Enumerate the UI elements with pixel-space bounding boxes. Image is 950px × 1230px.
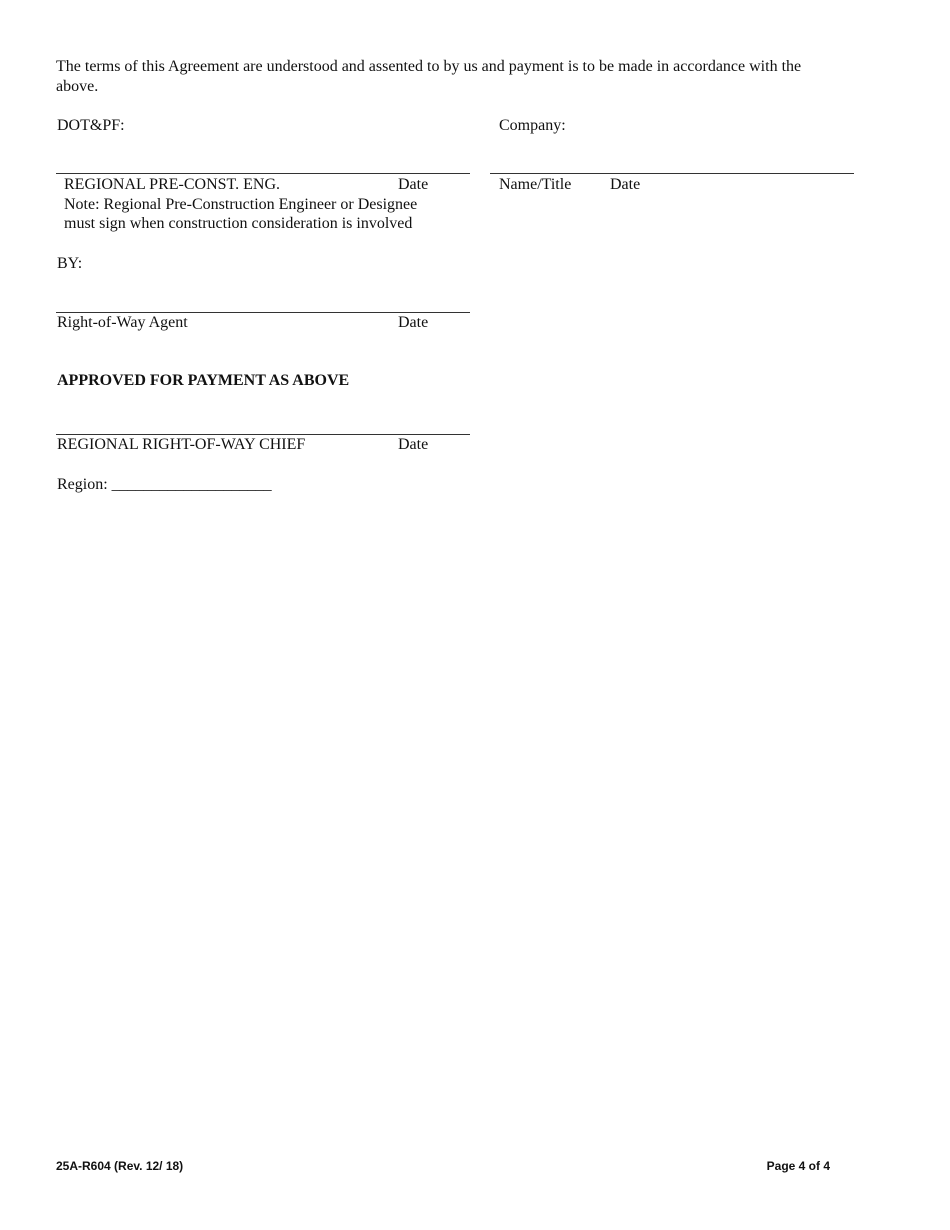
- dotpf-label: DOT&PF:: [57, 117, 125, 134]
- row-chief-date-label: Date: [398, 436, 429, 453]
- region-field[interactable]: [57, 475, 272, 494]
- region-label: Region:: [57, 476, 108, 493]
- page-number: Page 4 of 4: [766, 1159, 830, 1173]
- company-date-label: Date: [610, 176, 641, 193]
- company-name-title-label: Name/Title: [499, 176, 572, 193]
- dotpf-signature-line[interactable]: [56, 173, 470, 174]
- dotpf-note-line2: must sign when construction consideration is involved: [64, 215, 413, 232]
- agreement-intro-text: The terms of this Agreement are understood and assented to by us and payment is to be made in accordance with the above.: [56, 58, 802, 95]
- row-chief-label: REGIONAL RIGHT-OF-WAY CHIEF: [57, 436, 306, 453]
- dotpf-note-line1: Note: Regional Pre-Construction Engineer or Designee: [64, 196, 418, 213]
- approval-heading: APPROVED FOR PAYMENT AS ABOVE: [57, 372, 350, 389]
- region-blank: ____________________: [111, 476, 272, 493]
- row-agent-label: Right-of-Way Agent: [57, 314, 188, 331]
- company-signature-line[interactable]: [490, 173, 854, 174]
- dotpf-date-label: Date: [398, 176, 429, 193]
- row-agent-date-label: Date: [398, 314, 429, 331]
- form-number: 25A-R604 (Rev. 12/ 18): [56, 1159, 184, 1173]
- company-label: Company:: [499, 117, 566, 134]
- regional-pre-const-eng-label: REGIONAL PRE-CONST. ENG.: [64, 176, 280, 193]
- by-label: BY:: [57, 255, 83, 272]
